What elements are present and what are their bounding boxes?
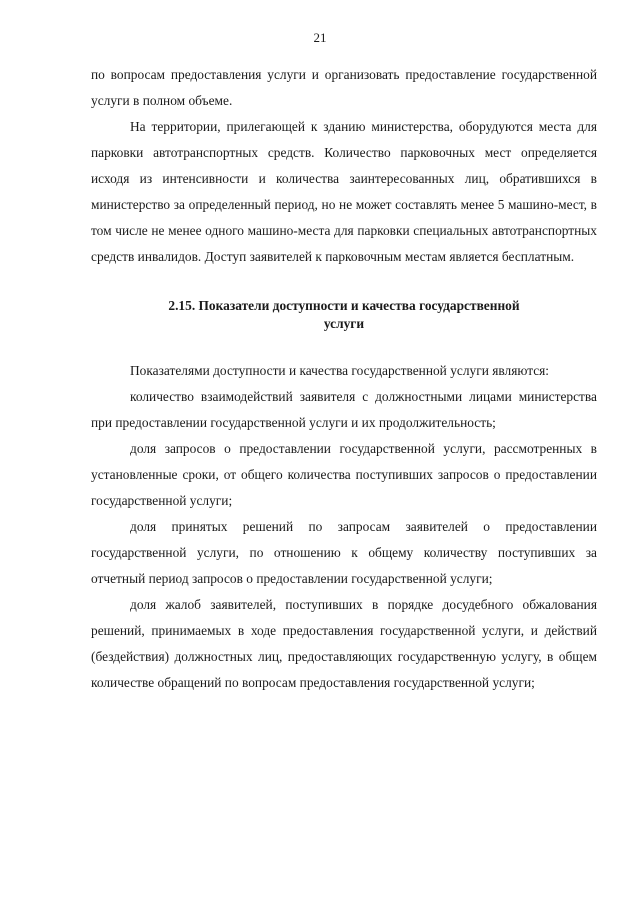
paragraph-indicator-requests-on-time: доля запросов о предоставлении государственной услуги, рассмотренных в установленные сроки, от общего количества поступивших запросов о предоставлении государственной услуги;: [91, 441, 597, 508]
section-heading-line2: услуги: [323, 316, 365, 331]
paragraph-indicator-interactions: количество взаимодействий заявителя с должностными лицами министерства при предоставлении государственной услуги и их продолжительность;: [91, 389, 597, 430]
document-body: [91, 62, 597, 696]
page-number: 21: [313, 30, 327, 45]
paragraph-continuation: по вопросам предоставления услуги и организовать предоставление государственной услуги в полном объеме.: [91, 67, 597, 108]
paragraph-indicator-decisions: доля принятых решений по запросам заявителей о предоставлении государственной услуги, по отношению к общему количеству поступивших за отчетный период запросов о предоставлении государственной услуги;: [91, 519, 597, 586]
paragraph-indicator-complaints: доля жалоб заявителей, поступивших в порядке досудебного обжалования решений, принимаемых в ходе предоставления государственной услуги, и действий (бездействия) должностных лиц, предоставляющих государственную услугу, в общем количестве обращений по вопросам предоставления государственной услуги;: [91, 597, 597, 690]
paragraph-parking: На территории, прилегающей к зданию министерства, оборудуются места для парковки автотранспортных средств. Количество парковочных мест определяется исходя из интенсивности и количества заинтересованных лиц, обратившихся в министерство за определенный период, но не может составлять менее 5 машино-мест, в том числе не менее одного машино-места для парковки специальных автотранспортных средств инвалидов. Доступ заявителей к парковочным местам является бесплатным.: [91, 119, 597, 264]
section-heading: [91, 297, 597, 333]
paragraph-indicators-intro: Показателями доступности и качества государственной услуги являются:: [130, 363, 550, 378]
section-heading-line1: 2.15. Показатели доступности и качества государственной: [168, 298, 520, 313]
